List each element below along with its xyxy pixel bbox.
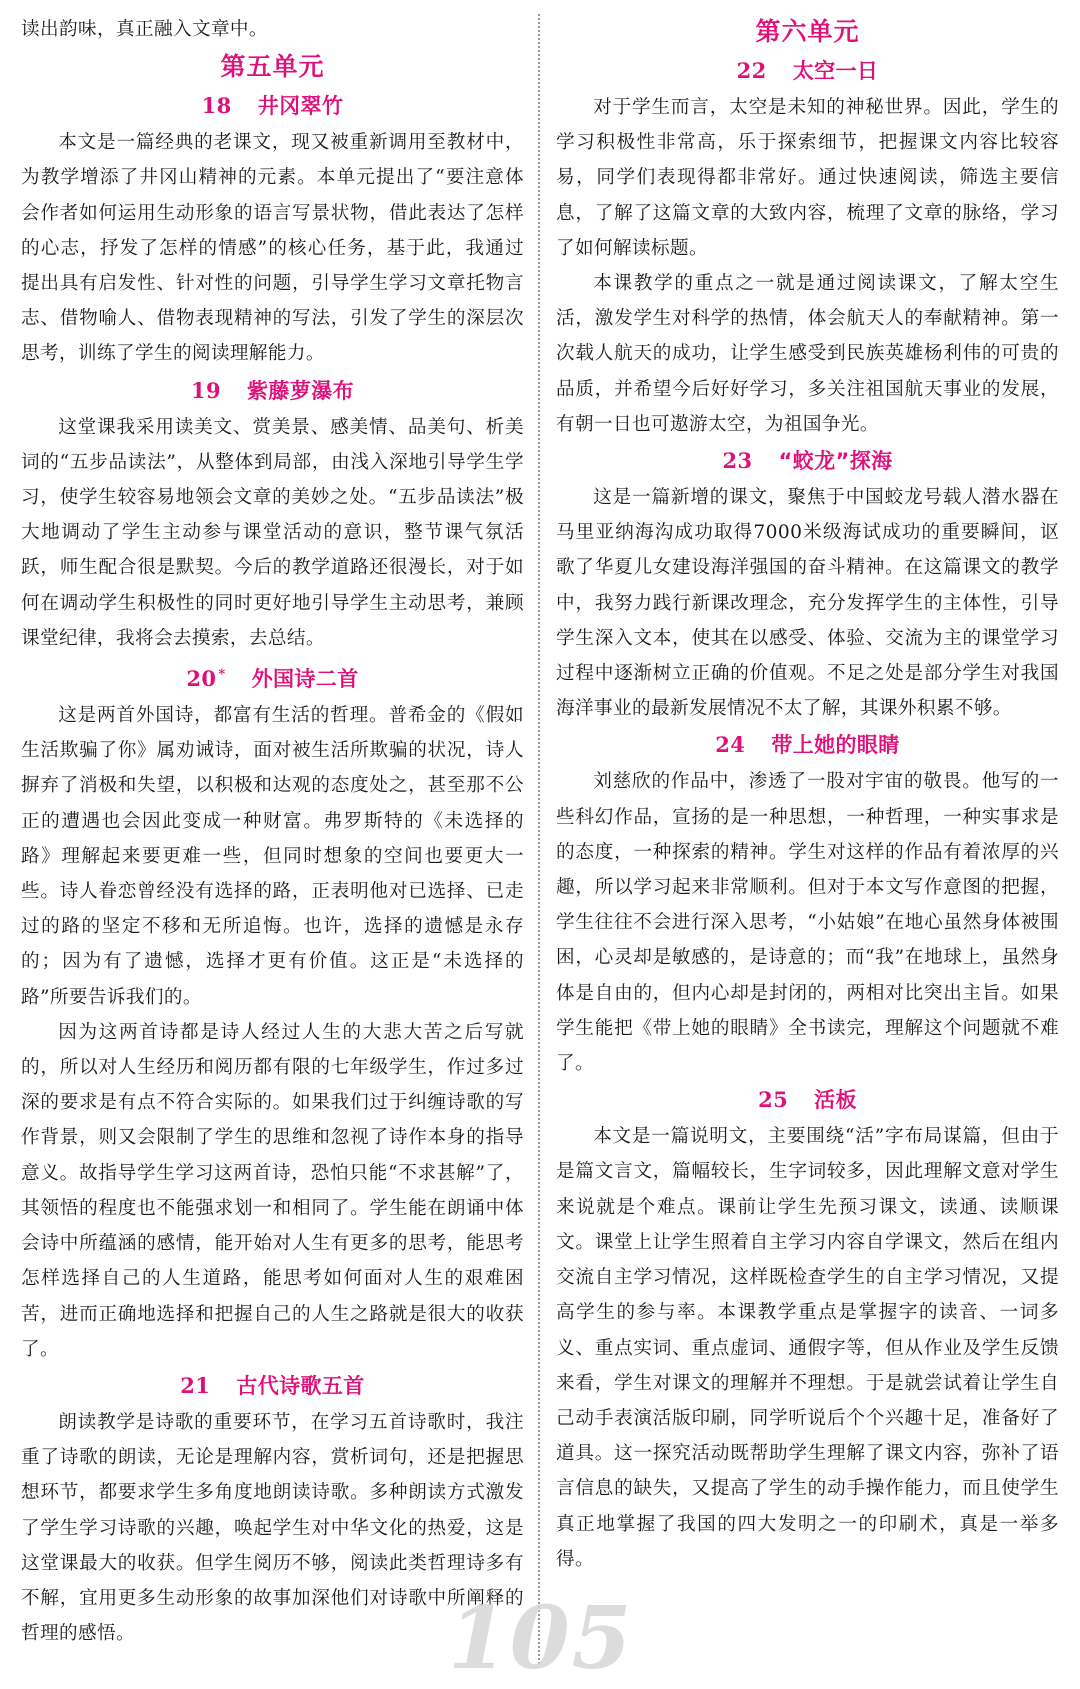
optional-lesson-mark: * [218, 667, 226, 683]
unit-title: 第五单元 [220, 52, 325, 82]
lesson-name: 井冈翠竹 [257, 94, 344, 119]
lesson-title [556, 1081, 1059, 1119]
unit-title: 第六单元 [755, 17, 860, 46]
paragraph: 这是一篇新增的课文，聚焦于中国蛟龙号载人潜水器在马里亚纳海沟成功取得7000米级海试成功的重要瞬间，讴歌了华夏儿女建设海洋强国的奋斗精神。在这篇课文的教学中，我努力践行新课改理念，充分发挥学生的主体性，引导学生深入文本，使其在以感受、体验、交流为主的课堂学习过程中逐渐树立正确的价值观。不足之处是部分学生对我国海洋事业的最新发展情况不太了解，其课外积累不够。 [556, 487, 1059, 720]
lesson-name: 紫藤萝瀑布 [247, 378, 355, 403]
lesson-number: 22 [736, 58, 767, 83]
page-number: 105 [448, 1588, 634, 1689]
lesson-title [21, 372, 524, 410]
lesson-name: 太空一日 [792, 59, 879, 83]
paragraph: 这堂课我采用读美文、赏美景、感美情、品美句、析美词的“五步品读法”，从整体到局部，由浅入深地引导学生学习，使学生较容易地领会文章的美妙之处。“五步品读法”极大地调动了学生主动参与课堂活动的意识，整节课气氛活跃，师生配合很是默契。今后的教学道路还很漫长，对于如何在调动学生积极性的同时更好地引导学生主动思考，兼顾课堂纪律，我将会去摸索，去总结。 [21, 416, 524, 649]
continued-text: 读出韵味，真正融入文章中。 [21, 19, 268, 40]
paragraph: 朗读教学是诗歌的重要环节，在学习五首诗歌时，我注重了诗歌的朗读，无论是理解内容，赏析词句，还是把握思想环节，都要求学生多角度地朗读诗歌。多种朗读方式激发了学生学习诗歌的兴趣，唤起学生对中华文化的热爱，这是这堂课最大的收获。但学生阅历不够，阅读此类哲理诗多有不解，宜用更多生动形象的故事加深他们对诗歌中所阐释的哲理的感悟。 [21, 1411, 524, 1645]
lesson-number: 23 [722, 448, 753, 474]
lesson-number: 25 [758, 1087, 789, 1113]
lesson-name: 古代诗歌五首 [236, 1373, 365, 1398]
lesson-name: 带上她的眼睛 [771, 733, 900, 758]
lesson-number: 19 [190, 377, 222, 403]
paragraph: 因为这两首诗都是诗人经过人生的大悲大苦之后写就的，所以对人生经历和阅历都有限的七年级学生，作过多过深的要求是有点不符合实际的。如果我们过于纠缠诗歌的写作背景，则又会限制了学生的思维和忽视了诗作本身的指导意义。故指导学生学习这两首诗，恐怕只能“不求甚解”了，其领悟的程度也不能强求划一和相同了。学生能在朗诵中体会诗中所蕴涵的感情，能开始对人生有更多的思考，能思考怎样选择自己的人生道路，能思考如何面对人生的艰难困苦，进而正确地选择和把握自己的人生之路就是很大的收获了。 [21, 1021, 524, 1360]
column-divider [538, 14, 540, 1664]
lesson-number-value: 20 [186, 666, 217, 692]
paragraph: 本课教学的重点之一就是通过阅读课文，了解太空生活，激发学生对科学的热情，体会航天人的奉献精神。第一次载人航天的成功，让学生感受到民族英雄杨利伟的可贵的品质，并希望今后好好学习，多关注祖国航天事业的发展，有朝一日也可遨游太空，为祖国争光。 [556, 273, 1059, 435]
left-column [21, 12, 524, 1651]
lesson-number [186, 666, 225, 691]
lesson-number: 18 [201, 93, 232, 119]
lesson-number: 24 [715, 732, 746, 758]
lesson-title [21, 656, 524, 698]
right-column [556, 12, 1059, 1577]
lesson-title [556, 442, 1059, 480]
lesson-name: “蛟龙”探海 [778, 449, 893, 474]
lesson-title [556, 726, 1059, 764]
lesson-title [21, 87, 524, 125]
paragraph: 本文是一篇说明文，主要围绕“活”字布局谋篇，但由于是篇文言文，篇幅较长，生字词较多，因此理解文意对学生来说就是个难点。课前让学生先预习课文，读通、读顺课文。课堂上让学生照着自主学习内容自学课文，然后在组内交流自主学习情况，这样既检查学生的自主学习情况，又提高学生的参与率。本课教学重点是掌握字的读音、一词多义、重点实词、重点虚词、通假字等，但从作业及学生反馈来看，学生对课文的理解并不理想。于是就尝试着让学生自己动手表演活版印刷，同学听说后个个兴趣十足，准备好了道具。这一探究活动既帮助学生理解了课文内容，弥补了语言信息的缺失，又提高了学生的动手操作能力，而且使学生真正地掌握了我国的四大发明之一的印刷术，真是一举多得。 [556, 1126, 1059, 1570]
lesson-name: 外国诗二首 [251, 667, 359, 692]
lesson-title [21, 1367, 524, 1405]
lesson-title [556, 52, 1059, 90]
lesson-number: 21 [180, 1372, 211, 1398]
paragraph: 对于学生而言，太空是未知的神秘世界。因此，学生的学习积极性非常高，乐于探索细节，把握课文内容比较容易，同学们表现得都非常好。通过快速阅读，筛选主要信息，了解了这篇文章的大致内容，梳理了文章的脉络，学习了如何解读标题。 [556, 97, 1059, 259]
paragraph: 这是两首外国诗，都富有生活的哲理。普希金的《假如生活欺骗了你》属劝诫诗，面对被生活所欺骗的状况，诗人摒弃了消极和失望，以积极和达观的态度处之，甚至那不公正的遭遇也会因此变成一种财富。弗罗斯特的《未选择的路》理解起来要更难一些，但同时想象的空间也要更大一些。诗人眷恋曾经没有选择的路，正表明他对已选择、已走过的路的坚定不移和无所追悔。也许，选择的遗憾是永存的；因为有了遗憾，选择才更有价值。这正是“未选择的路”所要告诉我们的。 [21, 705, 524, 1008]
lesson-name: 活板 [814, 1088, 857, 1113]
paragraph: 本文是一篇经典的老课文，现又被重新调用至教材中，为教学增添了井冈山精神的元素。本单元提出了“要注意体会作者如何运用生动形象的语言写景状物，借此表达了怎样的心志，抒发了怎样的情感”的核心任务，基于此，我通过提出具有启发性、针对性的问题，引导学生学习文章托物言志、借物喻人、借物表现精神的写法，引发了学生的深层次思考，训练了学生的阅读理解能力。 [21, 132, 524, 365]
paragraph: 刘慈欣的作品中，渗透了一股对宇宙的敬畏。他写的一些科幻作品，宣扬的是一种思想，一种哲理，一种实事求是的态度，一种探索的精神。学生对这样的作品有着浓厚的兴趣，所以学习起来非常顺利。但对于本文写作意图的把握，学生往往不会进行深入思考，“小姑娘”在地心虽然身体被围困，心灵却是敏感的，是诗意的；而“我”在地球上，虽然身体是自由的，但内心却是封闭的，两相对比突出主旨。如果学生能把《带上她的眼睛》全书读完，理解这个问题就不难了。 [556, 771, 1059, 1075]
